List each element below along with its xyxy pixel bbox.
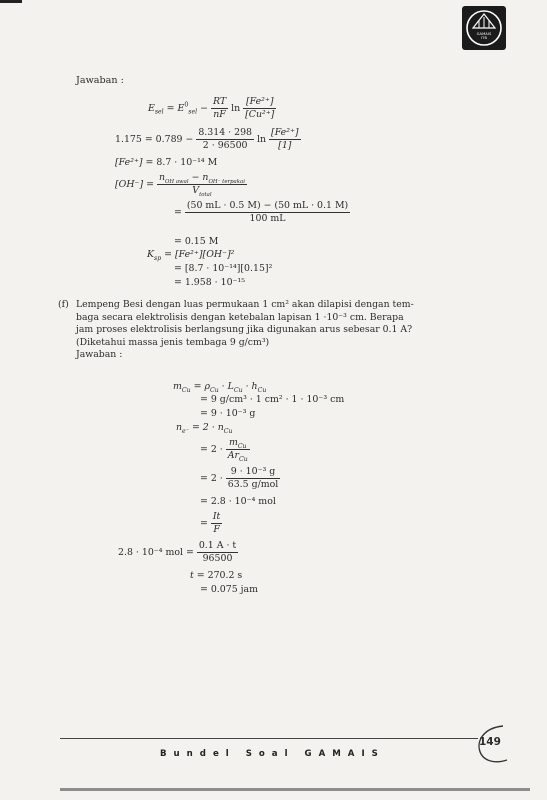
ln-operator: ln bbox=[257, 133, 267, 145]
ln-operator: ln bbox=[231, 102, 241, 114]
ksp-symbol: K bbox=[147, 249, 155, 260]
footer-title: Bundel Soal GAMAIS bbox=[160, 749, 385, 759]
rhs: = 270.2 s bbox=[196, 570, 243, 581]
equation-oh-concentration bbox=[115, 172, 247, 197]
minus-sign: − bbox=[200, 102, 208, 114]
equation-ksp-result: = 1.958 · 10⁻¹⁵ bbox=[174, 277, 246, 288]
equation-mass-result: = 9 · 10⁻³ g bbox=[200, 408, 256, 419]
lhs-value: 1.175 bbox=[115, 133, 142, 145]
problem-f-text bbox=[76, 299, 436, 362]
logo-text-line1: GAMAIS bbox=[476, 32, 492, 36]
frac-den: 96500 bbox=[202, 552, 233, 564]
page-edge-mark bbox=[0, 0, 22, 3]
sub-sp: sp bbox=[154, 254, 162, 262]
frac-den: [Cu²⁺] bbox=[245, 108, 275, 120]
sub-awal: OH awal bbox=[165, 178, 189, 185]
equation-faraday-values bbox=[118, 540, 238, 565]
sub-cu: Cu bbox=[209, 386, 219, 394]
equation-time-hours: = 0.075 jam bbox=[200, 584, 259, 595]
l-symbol: · L bbox=[218, 381, 234, 392]
equation-faraday bbox=[200, 511, 222, 536]
problem-label-f: (f) bbox=[58, 299, 69, 310]
frac-num: [Fe²⁺] bbox=[271, 127, 299, 138]
v-symbol: V bbox=[192, 184, 200, 196]
lhs: [Fe²⁺] bbox=[115, 157, 143, 168]
rhs: = 2 · n bbox=[191, 422, 224, 433]
sub-cu: Cu bbox=[223, 427, 233, 435]
sub-sel: sel bbox=[188, 108, 198, 116]
page-bottom-edge bbox=[60, 788, 530, 791]
equation-ksp bbox=[147, 249, 234, 260]
sub-cu: Cu bbox=[237, 442, 247, 450]
frac-num: (50 mL · 0.5 M) − (50 mL · 0.1 M) bbox=[186, 200, 349, 211]
sub-total: total bbox=[199, 191, 212, 198]
problem-line: jam proses elektrolisis berlangsung jika digunakan arus sebesar 0.1 A? bbox=[76, 324, 413, 336]
n-symbol: n bbox=[176, 422, 183, 433]
frac-den: 63.5 g/mol bbox=[227, 478, 279, 490]
fraction-m-ar bbox=[226, 437, 250, 462]
prefix: = 2 · bbox=[200, 472, 223, 484]
frac-num: 0.1 A · t bbox=[198, 540, 237, 551]
frac-num: 8.314 · 298 bbox=[198, 127, 253, 138]
problem-line: (Diketahui massa jenis tembaga 9 g/cm³) bbox=[76, 336, 270, 348]
fraction-rt-nf bbox=[211, 96, 228, 121]
sub-cu: Cu bbox=[257, 386, 267, 394]
frac-den: 2 · 96500 bbox=[202, 139, 248, 151]
equation-substitution bbox=[115, 127, 301, 152]
problem-line: Lempeng Besi dengan luas permukaan 1 cm² akan dilapisi dengan tem- bbox=[76, 299, 414, 310]
equation-time-seconds bbox=[190, 570, 242, 581]
fraction-moles bbox=[185, 200, 350, 225]
prefix: = 2 · bbox=[200, 443, 223, 455]
answer-heading-e: Jawaban : bbox=[76, 75, 124, 86]
page-number: 149 bbox=[479, 736, 501, 748]
lhs-value: 2.8 · 10⁻⁴ mol bbox=[118, 546, 183, 558]
lhs: [OH⁻] bbox=[115, 178, 144, 190]
frac-num: [Fe²⁺] bbox=[243, 96, 276, 109]
n-symbol: n bbox=[158, 172, 165, 183]
footer-rule bbox=[60, 738, 478, 739]
ar-symbol: Ar bbox=[227, 449, 240, 461]
frac-num: 9 · 10⁻³ g bbox=[226, 466, 281, 479]
rhs-start: = 0.789 − bbox=[144, 133, 194, 145]
frac-num bbox=[157, 172, 247, 185]
equation-mass-values: = 9 g/cm³ · 1 cm² · 1 · 10⁻³ cm bbox=[200, 394, 345, 405]
equation-electrons bbox=[176, 422, 232, 433]
sub-cu: Cu bbox=[181, 386, 191, 394]
equation-oh-values bbox=[174, 200, 350, 225]
fraction-it-f bbox=[211, 511, 222, 536]
symbol-e0: = E bbox=[166, 102, 185, 114]
frac-den: F bbox=[213, 523, 220, 535]
t-symbol: t bbox=[190, 570, 194, 581]
fraction-rt-values bbox=[196, 127, 254, 152]
sub-e: e⁻ bbox=[182, 427, 189, 435]
frac-den bbox=[226, 450, 250, 462]
logo-text-line2: ITB bbox=[480, 36, 488, 40]
equation-ksp-values: = [8.7 · 10⁻¹⁴][0.15]² bbox=[174, 263, 273, 274]
frac-den bbox=[157, 185, 247, 197]
frac-den: [1] bbox=[278, 139, 292, 151]
answer-heading-f: Jawaban : bbox=[76, 349, 123, 361]
frac-den: nF bbox=[213, 108, 226, 120]
prefix: = bbox=[200, 517, 208, 529]
equation-electrons-fraction bbox=[200, 437, 250, 462]
fraction-fe-cu bbox=[243, 96, 276, 121]
fraction-mass-molar bbox=[226, 466, 281, 491]
rho-symbol: = ρ bbox=[193, 381, 210, 392]
gamais-logo bbox=[462, 6, 506, 50]
equation-fe-concentration bbox=[115, 157, 217, 168]
frac-den: 100 mL bbox=[249, 212, 286, 224]
problem-line: baga secara elektrolisis dengan ketebalan lapisan 1 ·10⁻³ cm. Berapa bbox=[76, 311, 404, 323]
logo-emblem-icon bbox=[462, 6, 506, 50]
rhs: = 8.7 · 10⁻¹⁴ M bbox=[145, 157, 218, 168]
equation-oh-result: = 0.15 M bbox=[174, 236, 219, 247]
sub-terpakai: OH⁻ terpakai bbox=[208, 178, 245, 185]
subscript-sel: sel bbox=[154, 108, 164, 116]
m-symbol: m bbox=[173, 381, 182, 392]
frac-num: It bbox=[212, 511, 221, 522]
sub-cu: Cu bbox=[233, 386, 243, 394]
m-symbol: m bbox=[228, 437, 238, 448]
fraction-current-time bbox=[197, 540, 238, 565]
equals: = bbox=[174, 206, 182, 218]
rhs: = [Fe²⁺][OH⁻]² bbox=[164, 249, 235, 260]
sup-0: 0 bbox=[184, 101, 189, 109]
equation-electrons-values bbox=[200, 466, 280, 491]
symbol-e: E bbox=[148, 102, 155, 114]
minus-n: − n bbox=[188, 172, 209, 183]
equation-mass-cu bbox=[173, 381, 266, 392]
sub-cu: Cu bbox=[239, 455, 248, 463]
frac-num: RT bbox=[212, 96, 227, 107]
fraction-oh bbox=[157, 172, 247, 197]
h-symbol: · h bbox=[242, 381, 258, 392]
equals: = bbox=[146, 178, 154, 190]
equation-nernst bbox=[148, 96, 276, 121]
equation-electrons-result: = 2.8 · 10⁻⁴ mol bbox=[200, 496, 276, 507]
equals: = bbox=[185, 546, 194, 558]
fraction-fe-1 bbox=[269, 127, 301, 152]
frac-num bbox=[226, 437, 250, 450]
